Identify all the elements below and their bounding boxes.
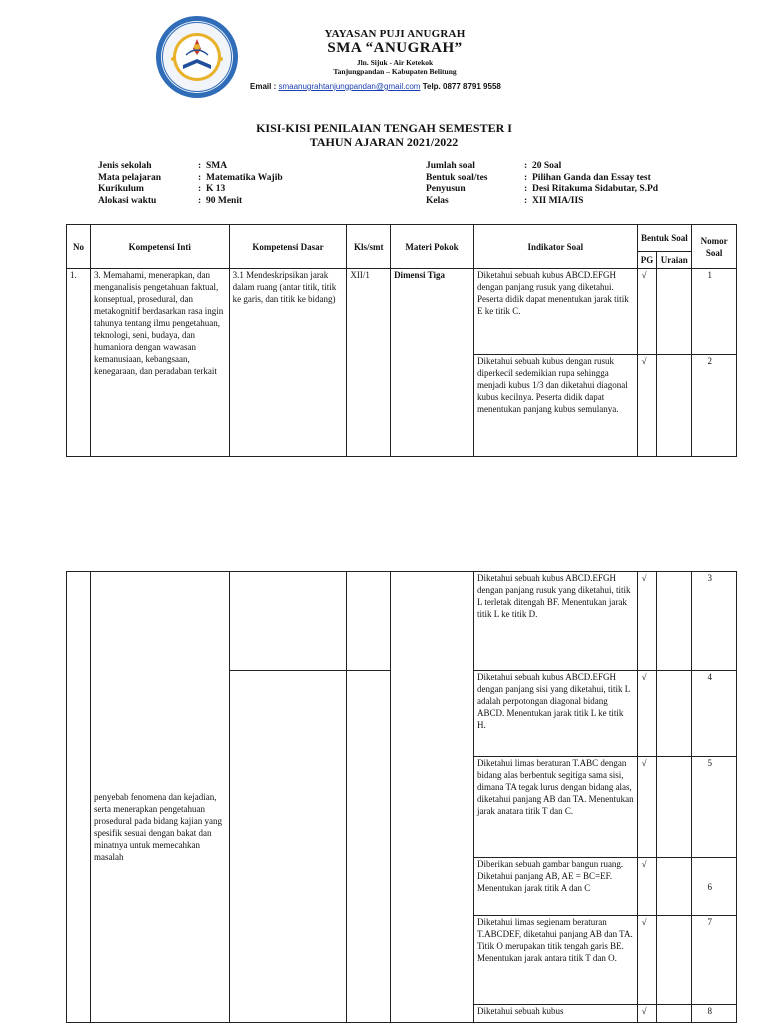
cell-uraian <box>657 355 692 457</box>
letterhead <box>250 28 540 76</box>
email-link[interactable]: smaanugrahtanjungpandan@gmail.com <box>278 82 421 91</box>
cell-nomor: 6 <box>692 858 737 916</box>
header-kompetensi-dasar: Kompetensi Dasar <box>229 225 347 269</box>
header-materi-pokok: Materi Pokok <box>391 225 474 269</box>
header-kls-smt: Kls/smt <box>347 225 391 269</box>
info-key: Kelas <box>426 195 449 206</box>
info-row: Kelas : XII MIA/IIS <box>426 195 584 206</box>
info-value: Matematika Wajib <box>206 172 283 183</box>
table-row <box>67 269 737 355</box>
info-key: Alokasi waktu <box>98 195 157 206</box>
cell-pg-check: √ <box>637 671 657 757</box>
school-logo <box>155 15 239 99</box>
foundation-name: YAYASAN PUJI ANUGRAH <box>324 28 466 40</box>
cell-kls-smt <box>347 572 391 671</box>
school-name: SMA “ANUGRAH” <box>327 40 463 56</box>
info-key: Mata pelajaran <box>98 172 162 183</box>
contact-line <box>250 82 501 91</box>
table-row <box>67 572 737 671</box>
document-title-2: TAHUN AJARAN 2021/2022 <box>309 135 459 149</box>
cell-pg-check: √ <box>637 916 657 1005</box>
cell-indikator: Diketahui sebuah kubus dengan rusuk diperkecil sedemikian rupa sehingga menjadi kubus 1/3 dan diketahui diagonal kubus kecilnya. Peserta didik dapat menentukan panjang kubus semulanya. <box>473 355 637 457</box>
cell-no <box>67 572 91 1023</box>
cell-uraian <box>657 671 692 757</box>
info-row: Jenis sekolah : SMA <box>98 161 228 171</box>
cell-nomor: 2 <box>692 355 737 457</box>
cell-indikator: Diberikan sebuah gambar bangun ruang. Diketahui panjang AB, AE = BC=EF. Menentukan jarak titik A dan C <box>473 858 637 916</box>
cell-kompetensi-dasar <box>229 671 347 1023</box>
cell-pg-check: √ <box>637 1005 657 1023</box>
cell-kompetensi-dasar <box>229 572 347 671</box>
info-value: 90 Menit <box>206 195 243 206</box>
info-row: Bentuk soal/tes : Pilihan Ganda dan Essay test <box>426 172 651 183</box>
header-nomor-soal: Nomor Soal <box>692 225 737 269</box>
cell-uraian <box>657 858 692 916</box>
cell-pg-check: √ <box>637 858 657 916</box>
cell-kompetensi-inti: penyebab fenomena dan kejadian, serta menerapkan pengetahuan prosedural pada bidang kajian yang spesifik sesuai dengan bakat dan minatnya untuk memecahkan masalah <box>91 572 230 1023</box>
header-pg: PG <box>637 252 657 269</box>
email-label: Email : <box>250 82 277 91</box>
kisi-kisi-table-page-1 <box>66 224 737 457</box>
cell-indikator: Diketahui limas segienam beraturan T.ABCDEF, diketahui panjang AB dan TA. Titik O merupakan titik tengah garis BE. Menentukan jarak antara titik T dan O. <box>473 916 637 1005</box>
cell-kompetensi-inti: 3. Memahami, menerapkan, dan menganalisis pengetahuan faktual, konseptual, prosedural, dan metakognitif berdasarkan rasa ingin tahunya tentang ilmu pengetahuan, teknologi, seni, budaya, dan humaniora dengan wawasan kemanusiaan, kebangsaan, kenegaraan, dan peradaban terkait <box>91 269 230 457</box>
info-row: Jumlah soal : 20 Soal <box>426 161 562 171</box>
cell-nomor: 3 <box>692 572 737 671</box>
cell-pg-check: √ <box>637 757 657 858</box>
info-key: Kurikulum <box>98 184 144 194</box>
cell-materi-pokok <box>391 572 474 1023</box>
info-right <box>426 161 658 207</box>
cell-kls-smt <box>347 671 391 1023</box>
info-value: SMA <box>206 161 228 171</box>
info-key: Penyusun <box>426 184 466 194</box>
cell-indikator: Diketahui limas beraturan T.ABC dengan bidang alas berbentuk segitiga sama sisi, dimana TA tegak lurus dengan bidang alas, diketahui panjang AB dan TA. Menentukan jarak anatara titik T dan C. <box>473 757 637 858</box>
cell-uraian <box>657 916 692 1005</box>
info-left <box>98 161 283 207</box>
address-line-1: Jln. Sijuk - Air Ketekok <box>356 58 434 67</box>
cell-nomor: 8 <box>692 1005 737 1023</box>
cell-pg-check: √ <box>637 572 657 671</box>
info-key: Jenis sekolah <box>98 161 152 171</box>
header-kompetensi-inti: Kompetensi Inti <box>91 225 230 269</box>
cell-pg-check: √ <box>637 269 657 355</box>
cell-nomor: 7 <box>692 916 737 1005</box>
cell-indikator: Diketahui sebuah kubus ABCD.EFGH dengan panjang sisi yang diketahui, titik L adalah perpotongan diagonal bidang ABCD. Menentukan jarak titik L ke titik H. <box>473 671 637 757</box>
info-key: Bentuk soal/tes <box>426 172 488 183</box>
info-row: Penyusun : Desi Ritakuma Sidabutar, S.Pd <box>426 184 659 194</box>
info-value: Pilihan Ganda dan Essay test <box>532 172 651 183</box>
cell-uraian <box>657 572 692 671</box>
info-value: 20 Soal <box>532 161 562 171</box>
cell-kompetensi-dasar: 3.1 Mendeskripsikan jarak dalam ruang (antar titik, titik ke garis, dan titik ke bidang) <box>229 269 347 457</box>
cell-nomor: 1 <box>692 269 737 355</box>
kisi-kisi-table-page-2 <box>66 571 737 1023</box>
cell-indikator: Diketahui sebuah kubus <box>473 1005 637 1023</box>
header-uraian: Uraian <box>657 252 692 269</box>
document-title-1: KISI-KISI PENILAIAN TENGAH SEMESTER I <box>256 121 512 135</box>
header-indikator-soal: Indikator Soal <box>473 225 637 269</box>
cell-nomor: 4 <box>692 671 737 757</box>
info-row: Alokasi waktu : 90 Menit <box>98 195 243 206</box>
cell-uraian <box>657 757 692 858</box>
address-line-2: Tanjungpandan – Kabupaten Belitung <box>333 67 457 76</box>
info-value: Desi Ritakuma Sidabutar, S.Pd <box>532 184 659 194</box>
info-value: K 13 <box>206 184 226 194</box>
cell-nomor: 5 <box>692 757 737 858</box>
info-row: Mata pelajaran : Matematika Wajib <box>98 172 283 183</box>
cell-uraian <box>657 269 692 355</box>
cell-indikator: Diketahui sebuah kubus ABCD.EFGH dengan panjang rusuk yang diketahui. Peserta didik dapat menentukan jarak titik E ke titik C. <box>473 269 637 355</box>
cell-no: 1. <box>67 269 91 457</box>
header-bentuk-soal: Bentuk Soal <box>637 225 692 252</box>
info-value: XII MIA/IIS <box>532 195 584 206</box>
cell-materi-pokok: Dimensi Tiga <box>391 269 474 457</box>
header-no: No <box>67 225 91 269</box>
info-key: Jumlah soal <box>426 161 475 171</box>
cell-pg-check: √ <box>637 355 657 457</box>
phone-number: Telp. 0877 8791 9558 <box>422 82 501 91</box>
info-row: Kurikulum : K 13 <box>98 184 226 194</box>
cell-indikator: Diketahui sebuah kubus ABCD.EFGH dengan panjang rusuk yang diketahui, titik L terletak ditengah BF. Menentukan jarak titik L ke titik D. <box>473 572 637 671</box>
cell-uraian <box>657 1005 692 1023</box>
cell-kls-smt: XII/1 <box>347 269 391 457</box>
